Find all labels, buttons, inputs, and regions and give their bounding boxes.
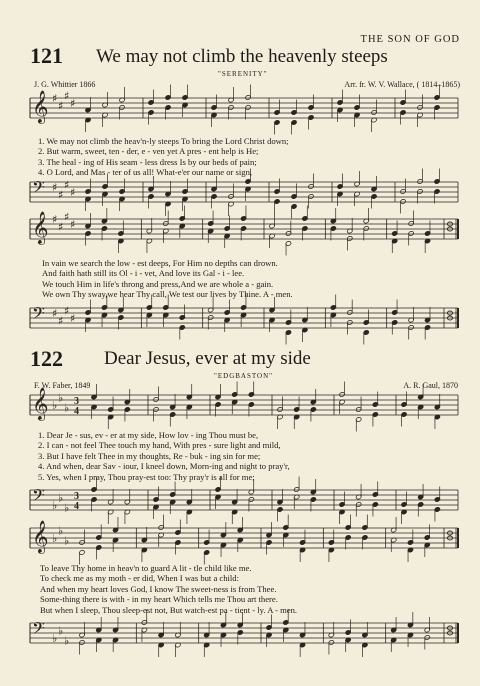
bass-clef-icon: 𝄢 — [32, 485, 45, 509]
music-staff-treble — [0, 389, 480, 433]
sharp-icon: ♯ — [64, 210, 70, 224]
bass-clef-icon: 𝄢 — [32, 618, 45, 642]
hymn-122-system1-verses — [38, 430, 290, 482]
sharp-icon: ♯ — [70, 97, 76, 110]
flat-icon: ♭ — [64, 401, 70, 415]
flat-icon: ♭ — [52, 499, 58, 512]
verse-line: 4. O Lord, and Mas - ter of us all! What-e'er our name or sign, — [38, 167, 253, 178]
hymn-122-system2-verses — [40, 563, 297, 615]
flat-icon: ♭ — [58, 624, 64, 638]
verse-line: Some-thing there is with - in my heart Which tells me Thou art there. — [40, 594, 278, 605]
sharp-icon: ♯ — [70, 312, 76, 325]
verse-line: And faith hath still its Ol - i - vet, And love its Gal - i - lee. — [42, 268, 245, 279]
verse-line: To check me as my moth - er did, When I was but a child: — [40, 573, 239, 584]
treble-clef-icon: 𝄞 — [32, 387, 49, 420]
music-staff-treble — [0, 522, 480, 566]
composer-credit-121: Arr. fr. W. V. Wallace, ( 1814–1865) — [344, 80, 460, 89]
verse-line: To leave Thy home in heav'n to guard A lit - tle child like me. — [40, 563, 252, 573]
bass-clef-icon: 𝄢 — [32, 303, 45, 327]
verse-line: 4. And when, dear Sav - iour, I kneel down, Morn-ing and night to pray'r, — [38, 461, 290, 472]
sharp-icon: ♯ — [70, 186, 76, 199]
flat-icon: ♭ — [58, 391, 64, 405]
treble-clef-icon: 𝄞 — [32, 90, 49, 123]
sharp-icon: ♯ — [52, 181, 58, 194]
sharp-icon: ♯ — [58, 314, 64, 328]
flat-icon: ♭ — [52, 399, 58, 412]
composer-credit-122: A. R. Gaul, 1870 — [403, 381, 458, 390]
flat-icon: ♭ — [64, 501, 70, 515]
author-credit-122: F. W. Faber, 1849 — [34, 381, 91, 390]
verse-line: We touch Him in life's throng and press,And we are whole a - gain. — [42, 278, 274, 289]
sharp-icon: ♯ — [52, 92, 58, 105]
time-signature-top: 3 — [74, 491, 79, 502]
sharp-icon: ♯ — [64, 178, 70, 192]
verse-line: 2. But warm, sweet, ten - der, e - ven yet A pres - ent help is He; — [38, 146, 259, 157]
sharp-icon: ♯ — [52, 307, 58, 320]
music-staff-bass — [0, 302, 480, 346]
sharp-icon: ♯ — [64, 304, 70, 318]
flat-icon: ♭ — [64, 534, 70, 548]
treble-clef-icon: 𝄞 — [32, 211, 49, 244]
music-staff-treble — [0, 89, 480, 136]
flat-icon: ♭ — [52, 532, 58, 545]
time-signature-bottom: 4 — [74, 501, 79, 512]
tune-name-121: "SERENITY" — [218, 70, 268, 78]
section-title: THE SON OF GOD — [360, 34, 460, 45]
hymn-number-122: 122 — [30, 346, 63, 371]
flat-icon: ♭ — [58, 491, 64, 505]
bass-clef-icon: 𝄢 — [32, 177, 45, 201]
hymn-121-system2-verses — [42, 258, 293, 300]
hymn-number-121: 121 — [30, 43, 63, 68]
sharp-icon: ♯ — [58, 220, 64, 234]
sharp-icon: ♯ — [52, 213, 58, 226]
sharp-icon: ♯ — [64, 89, 70, 103]
treble-clef-icon: 𝄞 — [32, 520, 49, 553]
verse-line: 3. The heal - ing of His seam - less dress Is by our beds of pain; — [38, 156, 257, 167]
tune-name-122: "EDGBASTON" — [214, 372, 273, 380]
flat-icon: ♭ — [52, 632, 58, 645]
flat-icon: ♭ — [58, 524, 64, 538]
hymn-title-122: Dear Jesus, ever at my side — [104, 348, 311, 369]
sharp-icon: ♯ — [58, 99, 64, 113]
time-signature-top: 3 — [74, 396, 79, 407]
hymn-121-system1-verses — [38, 136, 289, 178]
hymn-title-121: We may not climb the heavenly steeps — [96, 46, 388, 67]
music-staff-bass — [0, 617, 480, 661]
verse-line: But when I sleep, Thou sleep-est not, But watch-est pa - tient - ly. A - men. — [40, 604, 298, 615]
verse-line: 3. But I have felt Thee in my thoughts, Re - buk - ing sin for me; — [38, 450, 261, 461]
sharp-icon: ♯ — [70, 218, 76, 231]
verse-line: And when my heart loves God, I know The sweet-ness is from Thee. — [40, 583, 277, 594]
sharp-icon: ♯ — [58, 188, 64, 202]
verse-line: We own Thy sway,we hear Thy call, We test our lives by Thine. A - men. — [42, 289, 293, 300]
verse-line: 1. Dear Je - sus, ev - er at my side, How lov - ing Thou must be, — [38, 430, 259, 440]
time-signature-bottom: 4 — [74, 406, 79, 417]
music-staff-treble — [0, 210, 480, 257]
flat-icon: ♭ — [64, 634, 70, 648]
verse-line: 5. Yes, when I pray, Thou pray-est too: Thy pray'r is all for me; — [38, 471, 255, 482]
verse-line: 1. We may not climb the heav'n-ly steeps To bring the Lord Christ down; — [38, 136, 289, 146]
verse-line: In vain we search the low - est deeps, For Him no depths can drown. — [42, 258, 278, 268]
author-credit-121: J. G. Whittier 1866 — [34, 80, 96, 89]
verse-line: 2. I can - not feel Thee touch my hand, With pres - sure light and mild, — [38, 440, 281, 451]
